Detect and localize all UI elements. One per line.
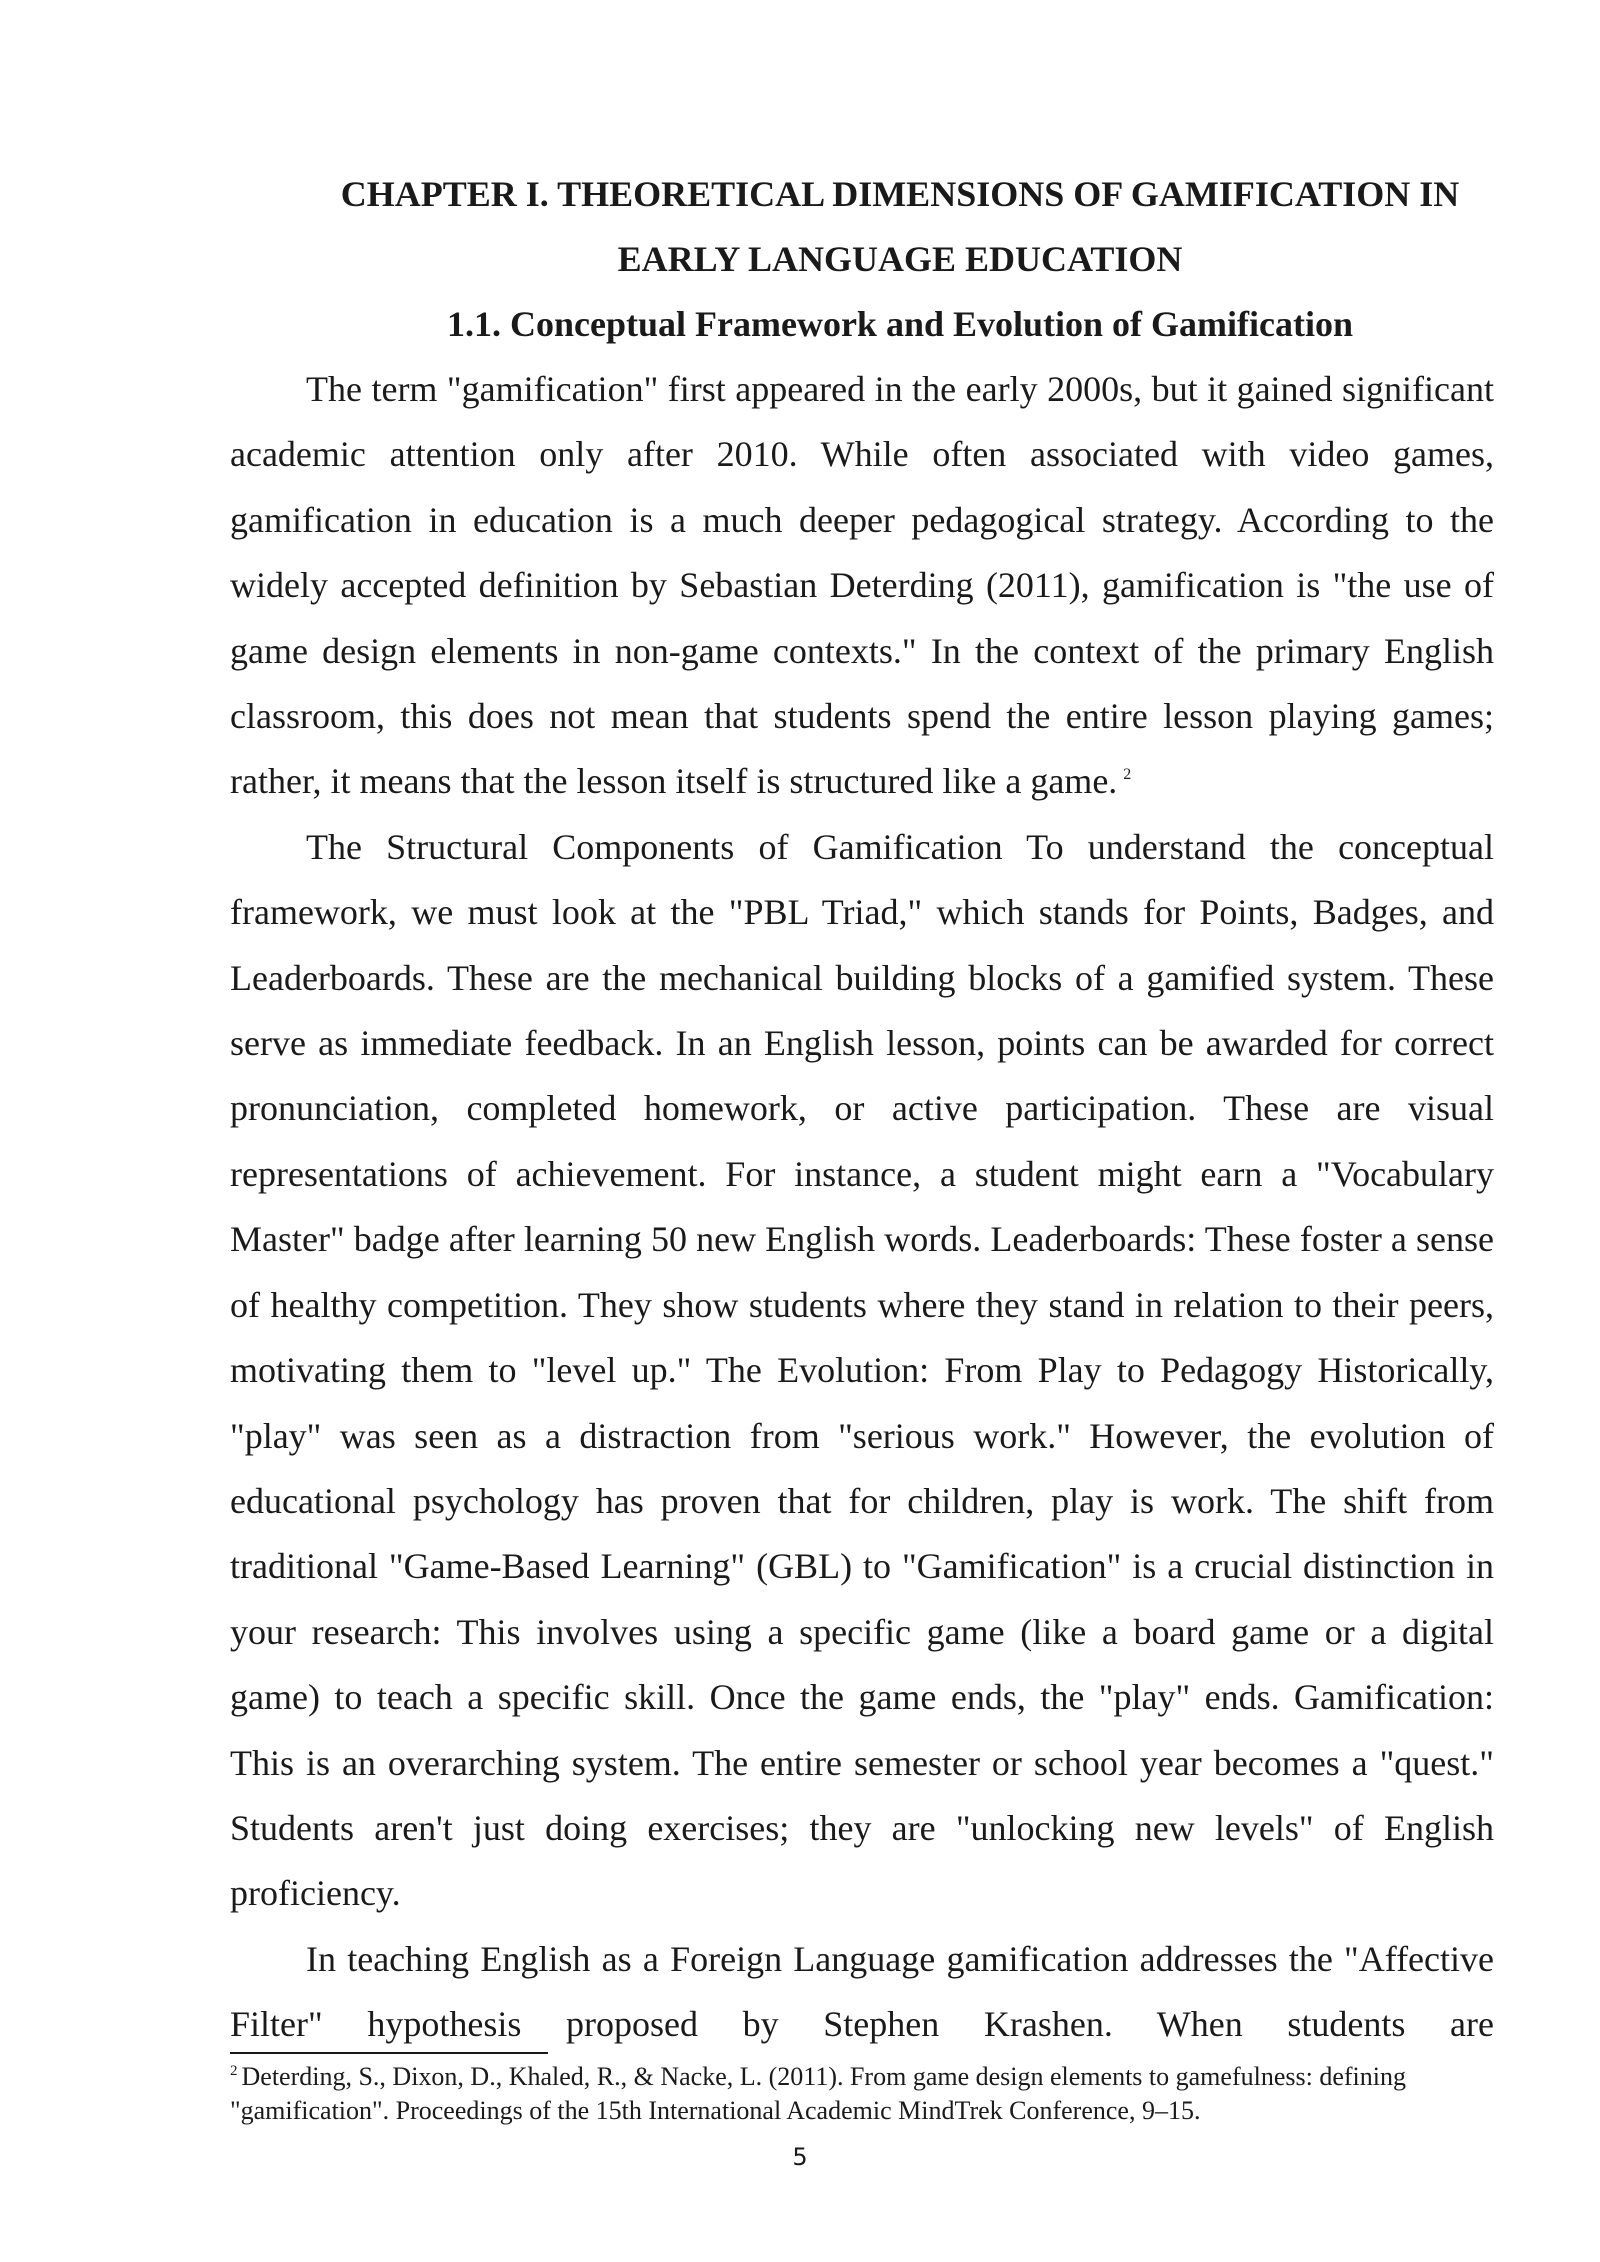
footnote-text: Deterding, S., Dixon, D., Khaled, R., & Nacke, L. (2011). From game design elements to gamefulness: defining "gamification". Proceedings of the 15th International Academic MindTrek Conference, 9–15. <box>230 2062 1406 2125</box>
paragraph <box>230 357 1494 815</box>
paragraph-text: The term "gamification" first appeared in the early 2000s, but it gained significant academic attention only after 2010. While often associated with video games, gamification in education is a much deeper pedagogical strategy. According to the widely accepted definition by Sebastian Deterding (2011), gamification is "the use of game design elements in non-game contexts." In the context of the primary English classroom, this does not mean that students spend the entire lesson playing games; rather, it means that the lesson itself is structured like a game. <box>230 369 1494 802</box>
footnote-separator <box>230 2052 548 2054</box>
page-number: 5 <box>792 2143 808 2171</box>
paragraph-text: In teaching English as a Foreign Language gamification addresses the "Affective Filter" hypothesis proposed by Stephen Krashen. When students are <box>230 1938 1494 2045</box>
footnote-reference[interactable]: 2 <box>1123 766 1132 784</box>
footnote-marker: 2 <box>230 2063 238 2079</box>
chapter-title-line-2: EARLY LANGUAGE EDUCATION <box>617 239 1183 279</box>
page-body <box>230 162 1494 2058</box>
paragraph <box>230 1927 1494 2058</box>
footnote <box>230 2060 1494 2128</box>
section-title: 1.1. Conceptual Framework and Evolution of Gamification <box>447 304 1353 344</box>
paragraph <box>230 815 1494 1927</box>
chapter-title-line-1: CHAPTER I. THEORETICAL DIMENSIONS OF GAMIFICATION IN <box>340 174 1460 214</box>
paragraph-text: The Structural Components of Gamification To understand the conceptual framework, we must look at the "PBL Triad," which stands for Points, Badges, and Leaderboards. These are the mechanical building blocks of a gamified system. These serve as immediate feedback. In an English lesson, points can be awarded for correct pronunciation, completed homework, or active participation. These are visual representations of achievement. For instance, a student might earn a "Vocabulary Master" badge after learning 50 new English words. Leaderboards: These foster a sense of healthy competition. They show students where they stand in relation to their peers, motivating them to "level up." The Evolution: From Play to Pedagogy Historically, "play" was seen as a distraction from "serious work." However, the evolution of educational psychology has proven that for children, play is work. The shift from traditional "Game-Based Learning" (GBL) to "Gamification" is a crucial distinction in your research: This involves using a specific game (like a board game or a digital game) to teach a specific skill. Once the game ends, the "play" ends. Gamification: This is an overarching system. The entire semester or school year becomes a "quest." Students aren't just doing exercises; they are "unlocking new levels" of English proficiency. <box>230 826 1494 1914</box>
